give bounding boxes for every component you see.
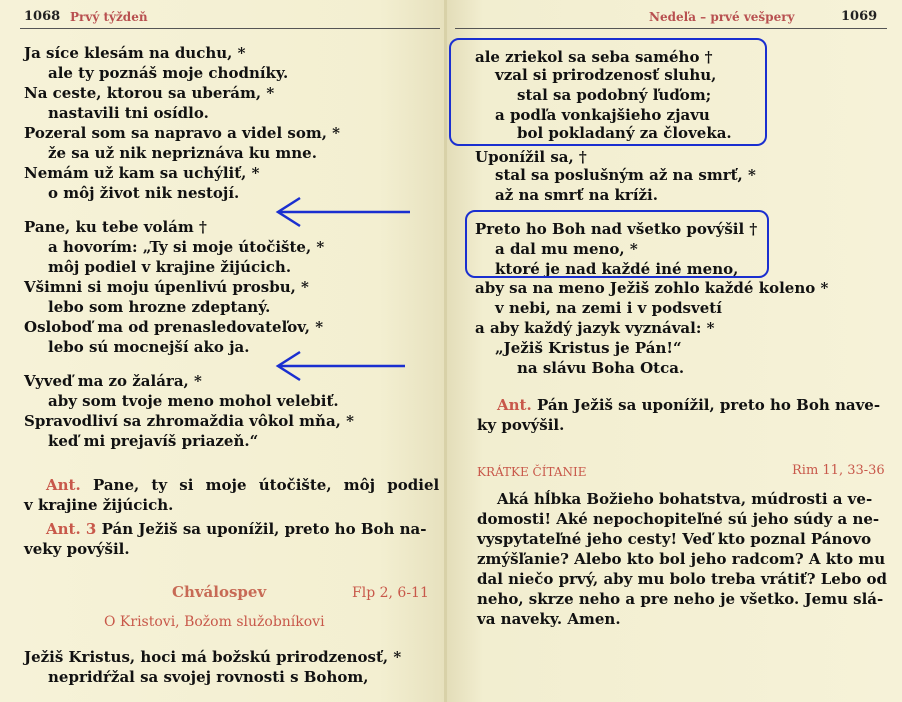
- left-arrow-icon: [270, 196, 420, 226]
- psalm-line: nastavili tni osídlo.: [48, 104, 209, 122]
- canticle-reference: Flp 2, 6-11: [352, 585, 429, 601]
- canticle-line: Preto ho Boh nad všetko povýšil †: [475, 220, 758, 238]
- canticle-title: Chválospev: [172, 583, 267, 601]
- right-page-number: 1069: [841, 9, 878, 24]
- antiphon-label: Ant.: [497, 396, 532, 414]
- canticle-line: a aby každý jazyk vyznával: *: [475, 319, 715, 337]
- reading-line: va naveky. Amen.: [477, 610, 621, 628]
- reading-line: dal niečo prvý, aby mu bolo treba vrátiť? Lebo od: [477, 570, 888, 588]
- psalm-line: Na ceste, ktorou sa uberám, *: [24, 84, 275, 102]
- canticle-line: aby sa na meno Ježiš zohlo každé koleno *: [475, 279, 829, 297]
- psalm-line: lebo sú mocnejší ako ja.: [48, 338, 250, 356]
- canticle-line: Uponížil sa, †: [475, 148, 587, 166]
- left-arrow-icon: [270, 352, 420, 382]
- reading-line: Aká hĺbka Božieho bohatstva, múdrosti a ve-: [497, 490, 873, 508]
- antiphon-text: Pane, ty si moje útočište, môj podiel: [92, 476, 440, 494]
- psalm-line: lebo som hrozne zdeptaný.: [48, 298, 271, 316]
- canticle-line: na slávu Boha Otca.: [517, 359, 685, 377]
- canticle-line: ale zriekol sa seba samého †: [475, 48, 713, 66]
- psalm-line: môj podiel v krajine žijúcich.: [48, 258, 292, 276]
- antiphon-text: Pán Ježiš sa uponížil, preto ho Boh na-: [101, 520, 427, 538]
- psalm-line: Pozeral som sa napravo a videl som, *: [24, 124, 341, 142]
- canticle-line: nepridŕžal sa svojej rovnosti s Bohom,: [48, 668, 369, 686]
- antiphon-3-cont: veky povýšil.: [24, 540, 130, 558]
- left-running-head: Prvý týždeň: [70, 10, 148, 24]
- left-page: [0, 0, 447, 702]
- reading-line: neho, skrze neho a pre neho je všetko. Jemu slá-: [477, 590, 884, 608]
- left-header-rule: [20, 28, 440, 29]
- canticle-line: bol pokladaný za človeka.: [517, 124, 732, 142]
- right-running-head: Nedeľa – prvé vešpery: [649, 10, 795, 24]
- antiphon: [497, 396, 880, 414]
- canticle-subtitle: O Kristovi, Božom služobníkovi: [104, 614, 325, 630]
- reading-line: zmýšľanie? Alebo kto bol jeho radcom? A kto mu: [477, 550, 886, 568]
- canticle-line: až na smrť na kríži.: [495, 186, 658, 204]
- canticle-line: ktoré je nad každé iné meno,: [495, 260, 739, 278]
- canticle-line: v nebi, na zemi i v podsvetí: [495, 299, 722, 317]
- psalm-line: aby som tvoje meno mohol velebiť.: [48, 392, 339, 410]
- canticle-line: vzal si prirodzenosť sluhu,: [495, 66, 717, 84]
- psalm-line: Všimni si moju úpenlivú prosbu, *: [24, 278, 309, 296]
- reading-line: vyspytateľné jeho cesty! Veď kto poznal Pánovo: [477, 530, 872, 548]
- psalm-line: Vyveď ma zo žalára, *: [24, 372, 202, 390]
- antiphon-text: Pán Ježiš sa uponížil, preto ho Boh nave-: [536, 396, 881, 414]
- psalm-line: Osloboď ma od prenasledovateľov, *: [24, 318, 324, 336]
- highlight-box: [449, 38, 767, 146]
- psalm-line: že sa už nik nepriznáva ku mne.: [48, 144, 317, 162]
- canticle-line: stal sa podobný ľuďom;: [517, 86, 712, 104]
- right-page: [447, 0, 902, 702]
- reading-line: domosti! Aké nepochopiteľné sú jeho súdy a ne-: [477, 510, 880, 528]
- antiphon-1-cont: v krajine žijúcich.: [24, 496, 174, 514]
- canticle-line: stal sa poslušným až na smrť, *: [495, 166, 756, 184]
- psalm-line: a hovorím: „Ty si moje útočište, *: [48, 238, 325, 256]
- left-page-number: 1068: [24, 9, 61, 24]
- psalm-line: Pane, ku tebe volám †: [24, 218, 207, 236]
- reading-reference: Rim 11, 33-36: [792, 463, 885, 478]
- psalm-line: Spravodliví sa zhromaždia vôkol mňa, *: [24, 412, 354, 430]
- antiphon-label: Ant.: [46, 476, 81, 494]
- antiphon-1: [46, 476, 439, 494]
- psalm-line: Nemám už kam sa uchýliť, *: [24, 164, 260, 182]
- canticle-line: „Ježiš Kristus je Pán!“: [495, 339, 682, 357]
- highlight-box: [465, 210, 769, 278]
- antiphon-3: [46, 520, 426, 538]
- psalm-line: keď mi prejavíš priazeň.“: [48, 432, 259, 450]
- psalm-line: o môj život nik nestojí.: [48, 184, 240, 202]
- canticle-line: a podľa vonkajšieho zjavu: [495, 106, 710, 124]
- right-header-rule: [455, 28, 887, 29]
- canticle-line: Ježiš Kristus, hoci má božskú prirodzenosť, *: [24, 648, 402, 666]
- reading-title: KRÁTKE ČÍTANIE: [477, 465, 587, 479]
- psalm-line: ale ty poznáš moje chodníky.: [48, 64, 289, 82]
- psalm-line: Ja síce klesám na duchu, *: [24, 44, 246, 62]
- antiphon-cont: ky povýšil.: [477, 416, 565, 434]
- antiphon-label: Ant. 3: [46, 520, 97, 538]
- canticle-line: a dal mu meno, *: [495, 240, 638, 258]
